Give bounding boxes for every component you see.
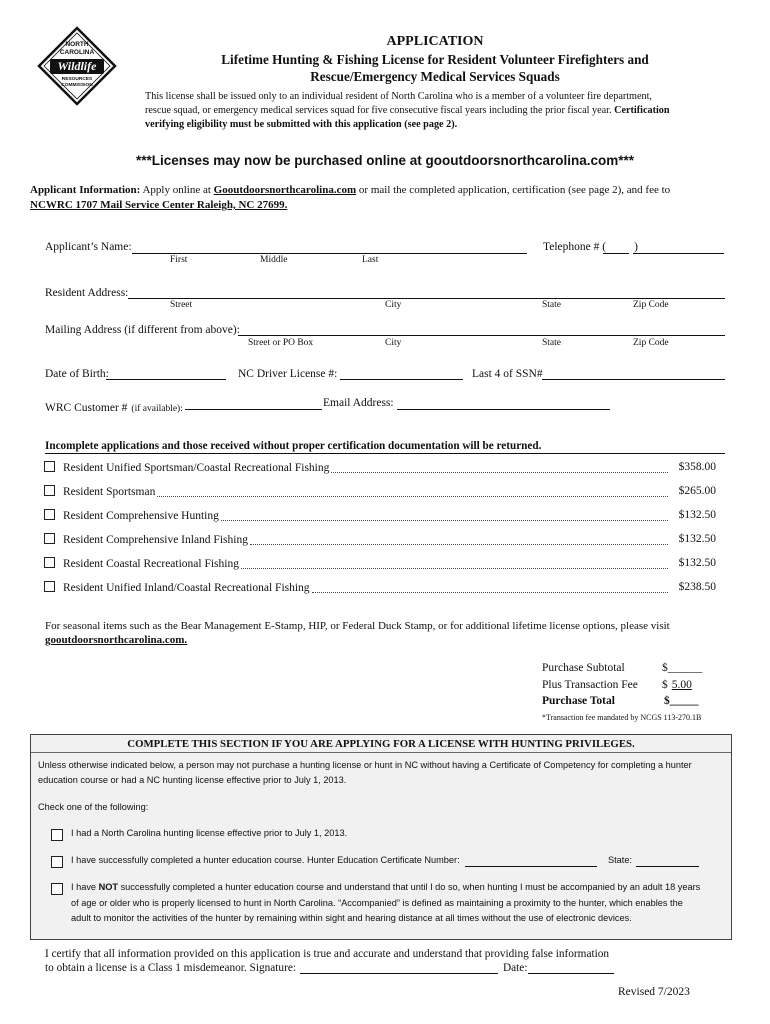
dl-field[interactable] bbox=[340, 379, 463, 380]
name-label: Applicant’s Name: bbox=[45, 241, 132, 253]
name-middle-caption: Middle bbox=[260, 255, 288, 265]
option-not-completed-line-3: adult to monitor the activities of the hunter by remaining within sight and hearing distance at all times without the use of electronic devices. bbox=[71, 913, 632, 923]
option-not-completed-line-1 bbox=[71, 880, 700, 895]
license-option-checkbox[interactable] bbox=[44, 581, 55, 592]
mailing-address-field[interactable] bbox=[238, 335, 725, 336]
license-option-price: $238.50 bbox=[678, 581, 716, 593]
fee-note: *Transaction fee mandated by NCGS 113-270.1B bbox=[542, 713, 702, 722]
page-title: APPLICATION bbox=[386, 34, 484, 49]
subtotal-label: Purchase Subtotal bbox=[542, 662, 625, 674]
logo-line1: NORTH bbox=[65, 41, 89, 48]
license-option-checkbox[interactable] bbox=[44, 485, 55, 496]
ssn-label: Last 4 of SSN# bbox=[472, 368, 543, 380]
hunting-intro-1: Unless otherwise indicated below, a person may not purchase a hunting license or hunt in NC without having a Certificate of Competency for completing a hunter bbox=[38, 760, 692, 770]
resident-city-caption: City bbox=[385, 300, 402, 310]
transaction-fee-value bbox=[662, 679, 698, 691]
date-label: Date: bbox=[503, 962, 528, 974]
license-option-leader bbox=[331, 472, 668, 473]
wrc-label bbox=[45, 398, 183, 416]
license-option-price: $265.00 bbox=[678, 485, 716, 497]
logo-script: Wildlife bbox=[57, 59, 97, 73]
license-option-leader bbox=[250, 544, 668, 545]
logo-line4: COMMISSION bbox=[61, 83, 93, 88]
telephone-area-field[interactable] bbox=[603, 253, 629, 254]
mailing-state-caption: State bbox=[542, 338, 561, 348]
mailing-city-caption: City bbox=[385, 338, 402, 348]
revised-date: Revised 7/2023 bbox=[618, 986, 690, 998]
license-option-label: Resident Unified Inland/Coastal Recreational Fishing bbox=[63, 582, 310, 594]
name-last-caption: Last bbox=[362, 255, 379, 265]
wrc-label-text: WRC Customer # bbox=[45, 402, 128, 414]
mailing-street-caption: Street or PO Box bbox=[248, 338, 314, 348]
license-option-checkbox[interactable] bbox=[44, 461, 55, 472]
license-option-price: $132.50 bbox=[678, 533, 716, 545]
intro-line-3: verifying eligibility must be submitted with this application (see page 2). bbox=[145, 119, 458, 130]
intro-line-2 bbox=[145, 105, 670, 116]
certify-line-1: I certify that all information provided on this application is true and accurate and understand that providing false information bbox=[45, 948, 610, 960]
hunting-heading: COMPLETE THIS SECTION IF YOU ARE APPLYING FOR A LICENSE WITH HUNTING PRIVILEGES. bbox=[127, 738, 635, 750]
purchase-total-value[interactable]: $_____ bbox=[664, 695, 699, 707]
option-not-completed-post: successfully completed a hunter education course and understand that until I do so, when hunting I must be accompanied by an adult 18 years bbox=[120, 882, 701, 892]
telephone-label-text: Telephone # ( bbox=[543, 241, 607, 253]
license-option-label: Resident Comprehensive Inland Fishing bbox=[63, 534, 248, 546]
wrc-label-note: (if available): bbox=[131, 404, 183, 414]
applicant-info-label: Applicant Information: bbox=[30, 184, 141, 196]
resident-zip-caption: Zip Code bbox=[633, 300, 669, 310]
name-first-caption: First bbox=[170, 255, 188, 265]
applicant-info-link[interactable]: Gooutdoorsnorthcarolina.com bbox=[213, 184, 357, 196]
seasonal-link[interactable]: gooutdoorsnorthcarolina.com. bbox=[45, 634, 188, 646]
fee-amount: 5.00 bbox=[671, 679, 692, 691]
option-not-completed-bold: NOT bbox=[98, 882, 118, 892]
option-not-completed-checkbox[interactable] bbox=[51, 883, 63, 895]
signature-field[interactable] bbox=[300, 973, 498, 974]
certify-line-2: to obtain a license is a Class 1 misdemeanor. Signature: bbox=[45, 962, 296, 974]
ssn-field[interactable] bbox=[542, 379, 725, 380]
hunting-privileges-section bbox=[30, 734, 732, 940]
option-licensed-before-2013-label: I had a North Carolina hunting license effective prior to July 1, 2013. bbox=[71, 828, 348, 838]
hunting-intro-2: education course or had a NC hunting license effective prior to July 1, 2013. bbox=[38, 775, 347, 785]
dl-label: NC Driver License #: bbox=[238, 368, 338, 380]
license-option-leader bbox=[241, 568, 668, 569]
license-option-price: $132.50 bbox=[678, 509, 716, 521]
hunter-ed-certificate-field[interactable] bbox=[465, 866, 597, 867]
hunter-ed-state-field[interactable] bbox=[636, 866, 699, 867]
page-subtitle-1: Lifetime Hunting & Fishing License for Resident Volunteer Firefighters and bbox=[221, 52, 649, 67]
telephone-close: ) bbox=[634, 241, 638, 253]
license-option[interactable] bbox=[44, 461, 329, 474]
date-field[interactable] bbox=[528, 973, 614, 974]
incomplete-warning: Incomplete applications and those received without proper certification documentation will be returned. bbox=[45, 440, 542, 452]
license-option-checkbox[interactable] bbox=[44, 557, 55, 568]
wrc-field[interactable] bbox=[185, 409, 322, 410]
fee-dollar: $ bbox=[662, 679, 668, 691]
check-one-label: Check one of the following: bbox=[38, 802, 149, 812]
mailing-zip-caption: Zip Code bbox=[633, 338, 669, 348]
license-option-label: Resident Unified Sportsman/Coastal Recreational Fishing bbox=[63, 462, 330, 474]
license-option[interactable] bbox=[44, 485, 155, 498]
dob-label: Date of Birth: bbox=[45, 368, 109, 380]
license-option-leader bbox=[312, 592, 668, 593]
license-option-label: Resident Sportsman bbox=[63, 486, 156, 498]
license-option-price: $132.50 bbox=[678, 557, 716, 569]
applicant-info-text1: Apply online at bbox=[142, 184, 211, 196]
license-option-leader bbox=[157, 496, 668, 497]
mailing-address-label: Mailing Address (if different from above): bbox=[45, 324, 240, 336]
subtotal-value[interactable]: $______ bbox=[662, 662, 703, 674]
telephone-label bbox=[543, 241, 638, 253]
option-not-completed-pre: I have bbox=[71, 882, 97, 892]
applicant-info-text2: or mail the completed application, certification (see page 2), and fee to bbox=[358, 184, 671, 196]
resident-address-field[interactable] bbox=[128, 298, 725, 299]
online-banner: ***Licenses may now be purchased online at gooutdoorsnorthcarolina.com*** bbox=[135, 153, 635, 168]
option-hunter-ed-completed-label: I have successfully completed a hunter education course. Hunter Education Certificate Number: bbox=[71, 855, 460, 865]
license-option[interactable] bbox=[44, 509, 219, 522]
intro-line-2-bold: Certification bbox=[614, 105, 670, 116]
logo-line3: RESOURCES bbox=[61, 77, 93, 82]
email-field[interactable] bbox=[397, 409, 610, 410]
license-option-price: $358.00 bbox=[678, 461, 716, 473]
license-option-label: Resident Coastal Recreational Fishing bbox=[63, 558, 239, 570]
page-subtitle-2: Rescue/Emergency Medical Services Squads bbox=[310, 69, 560, 84]
transaction-fee-label: Plus Transaction Fee bbox=[542, 679, 638, 691]
telephone-field[interactable] bbox=[633, 253, 724, 254]
applicant-info bbox=[30, 184, 670, 196]
license-option[interactable] bbox=[44, 581, 310, 594]
option-hunter-ed-completed-checkbox[interactable] bbox=[51, 856, 63, 868]
email-label: Email Address: bbox=[323, 397, 394, 409]
license-option-label: Resident Comprehensive Hunting bbox=[63, 510, 219, 522]
resident-street-caption: Street bbox=[170, 300, 193, 310]
intro-line-1: This license shall be issued only to an individual resident of North Carolina who is a member of a volunteer fire department, bbox=[145, 91, 652, 102]
resident-address-label: Resident Address: bbox=[45, 287, 129, 299]
hunting-heading-rule bbox=[31, 752, 731, 753]
license-option[interactable] bbox=[44, 533, 248, 546]
logo-line2: CAROLINA bbox=[59, 49, 95, 56]
warning-underline bbox=[45, 453, 725, 454]
mailing-address-ncwrc: NCWRC 1707 Mail Service Center Raleigh, NC 27699. bbox=[30, 199, 288, 211]
intro-line-2-text: rescue squad, or emergency medical services squad for five consecutive fiscal years including the prior fiscal year. bbox=[145, 105, 612, 116]
dob-field[interactable] bbox=[106, 379, 226, 380]
license-option-checkbox[interactable] bbox=[44, 509, 55, 520]
license-option-checkbox[interactable] bbox=[44, 533, 55, 544]
hunter-ed-state-label: State: bbox=[608, 855, 633, 865]
option-not-completed-line-2: of age or older who is properly licensed to hunt in North Carolina. “Accompanied” is defined as maintaining a proximity to the hunter, which enables the bbox=[71, 898, 683, 908]
purchase-total-label: Purchase Total bbox=[542, 695, 615, 707]
option-licensed-before-2013-checkbox[interactable] bbox=[51, 829, 63, 841]
license-option-leader bbox=[221, 520, 668, 521]
license-option[interactable] bbox=[44, 557, 239, 570]
name-field[interactable] bbox=[132, 253, 527, 254]
seasonal-text: For seasonal items such as the Bear Management E-Stamp, HIP, or Federal Duck Stamp, or for additional lifetime license options, please visit bbox=[45, 620, 670, 632]
resident-state-caption: State bbox=[542, 300, 561, 310]
ncwrc-logo bbox=[37, 26, 117, 106]
